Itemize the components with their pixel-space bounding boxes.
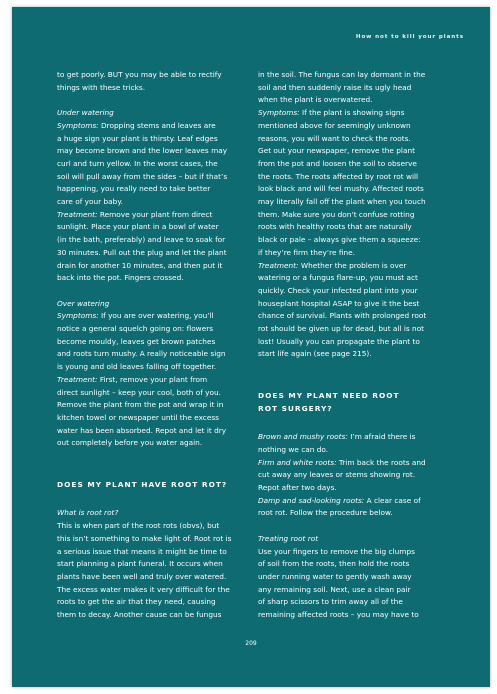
text-line: soil will pull away from the sides – but if that’s [57,171,228,181]
text-line: happening, you really need to take better [57,184,211,194]
text-line: nothing we can do. [258,444,329,454]
text-line: reasons, you will want to check the roots. [258,133,411,143]
text-line: sunlight. Place your plant in a bowl of water [57,222,219,232]
text-line: Remove the plant from the pot and wrap it in [57,400,224,410]
heading-line: DOES MY PLANT NEED ROOT [258,390,400,400]
under-watering-treatment [57,209,253,285]
text-line: Remove your plant from direct [97,209,213,219]
text-line: notice a general squelch going on: flowers [57,324,214,334]
symptoms-label: Symptoms: [258,108,300,118]
text-line: care of your baby. [57,197,123,207]
text-line: quickly. Check your infected plant into your [258,285,418,295]
right-column [258,69,454,622]
text-line: black or pale – always give them a squeeze: [258,235,421,245]
symptoms-label: Symptoms: [57,311,99,321]
entry-label: Damp and sad-looking roots: [258,495,365,505]
text-line: become mouldy, leaves get brown patches [57,336,216,346]
text-line: The excess water makes it very difficult for the [57,584,230,594]
text-line: Trim back the roots and [336,457,426,467]
text-line: them to decay. Another cause can be fungus [57,610,222,620]
text-line: roots with healthy roots that are naturally [258,222,412,232]
intro-paragraph [258,69,454,107]
text-line: to get poorly. BUT you may be able to rectify [57,70,222,79]
text-line: drain for another 10 minutes, and then put it [57,260,223,270]
text-line: under running water to gently wash away [258,571,412,581]
text-line: start planning a plant funeral. It occurs when [57,559,223,569]
root-rot-treatment [258,260,454,362]
text-line: from the pot and loosen the soil to observe [258,158,417,168]
root-rot-paragraph [57,520,253,622]
text-line: (in the bath, preferably) and leave to soak for [57,235,226,245]
root-rot-subheading: What is root rot? [57,508,119,518]
text-line: Repot after two days. [258,483,337,493]
text-line: of sharp scissors to trim away all of the [258,597,403,607]
text-line: direct sunlight – keep your cool, both of you. [57,387,221,397]
running-head: How not to kill your plants [355,34,464,40]
text-line: I’m afraid there is [347,432,416,442]
text-line: back into the pot. Fingers crossed. [57,273,184,283]
firm-roots-entry [258,457,454,495]
treatment-label: Treatment: [258,260,299,270]
text-line: look black and will feel mushy. Affected roots [258,184,424,194]
text-line: chance of survival. Plants with prolonged root [258,311,427,321]
page-number: 209 [245,640,257,647]
text-line: may literally fall off the plant when you touch [258,197,426,207]
text-line: Get out your newspaper, remove the plant [258,146,416,156]
text-line: root rot. Follow the procedure below. [258,508,393,518]
text-line: is young and old leaves falling off together. [57,362,217,372]
treating-root-rot-paragraph [258,546,454,622]
text-line: them. Make sure you don’t confuse rotting [258,209,415,219]
text-line: Dropping stems and leaves are [98,120,216,130]
entry-label: Brown and mushy roots: [258,432,348,442]
treating-root-rot-heading: Treating root rot [258,533,319,543]
text-line: Use your fingers to remove the big clumps [258,546,415,556]
text-line: if they’re firm they’re fine. [258,247,355,257]
text-line: a huge sign your plant is thirsty. Leaf edges [57,133,218,143]
under-watering-symptoms [57,120,253,209]
text-line: and roots turn mushy. A really noticeable sign [57,349,226,359]
text-line: First, remove your plant from [97,374,208,384]
treatment-label: Treatment: [57,374,98,384]
under-watering-heading: Under watering [57,108,114,118]
text-line: of soil from the roots, then hold the roots [258,559,410,569]
root-rot-symptoms [258,107,454,259]
text-line: this isn’t something to make light of. Root rot is [57,533,232,543]
text-line: cut away any leaves or stems showing rot. [258,470,416,480]
over-watering-symptoms [57,310,253,374]
root-rot-heading: DOES MY PLANT HAVE ROOT ROT? [57,479,228,489]
text-line: This is when part of the root rots (obvs), but [57,521,220,531]
text-line: If the plant is showing signs [299,108,405,118]
text-line: water has been absorbed. Repot and let it dry [57,425,227,435]
text-line: lost! Usually you can propagate the plant to [258,336,420,346]
text-line: may become brown and the lower leaves may [57,146,228,156]
text-line: roots to get the air that they need, causing [57,597,216,607]
entry-label: Firm and white roots: [258,457,337,467]
heading-line: ROT SURGERY? [258,403,333,413]
text-line: rot should be given up for dead, but all is not [258,324,425,334]
text-line: in the soil. The fungus can lay dormant in the [258,70,426,79]
damp-roots-entry [258,495,454,520]
text-line: A clear case of [364,495,421,505]
text-line: soil and then suddenly raise its ugly head [258,82,412,92]
text-line: curl and turn yellow. In the worst cases, the [57,158,218,168]
text-line: things with these tricks. [57,82,146,92]
book-page [12,7,490,687]
treatment-label: Treatment: [57,209,98,219]
left-column [57,69,253,622]
text-line: houseplant hospital ASAP to give it the best [258,298,420,308]
root-rot-surgery-heading [258,390,454,415]
over-watering-treatment [57,374,253,450]
text-line: kitchen towel or newspaper until the excess [57,412,219,422]
text-line: out completely before you water again. [57,438,203,448]
text-line: remaining affected roots – you may have to [258,610,419,620]
text-line: plants have been well and truly over watered. [57,571,227,581]
text-line: 30 minutes. Pull out the plug and let the plant [57,247,227,257]
text-line: any remaining soil. Next, use a clean pair [258,584,411,594]
intro-paragraph [57,69,253,94]
over-watering-heading: Over watering [57,298,110,308]
text-line: the roots. The roots affected by root rot will [258,171,419,181]
brown-roots-entry [258,431,454,456]
text-line: mentioned above for seemingly unknown [258,120,411,130]
symptoms-label: Symptoms: [57,120,99,130]
text-line: when the plant is overwatered. [258,95,373,105]
text-line: watering or a fungus flare-up, you must act [258,273,418,283]
text-line: start life again (see page 215). [258,349,372,359]
text-line: If you are over watering, you’ll [98,311,214,321]
text-line: a serious issue that means it might be time to [57,546,227,556]
text-line: Whether the problem is over [298,260,407,270]
